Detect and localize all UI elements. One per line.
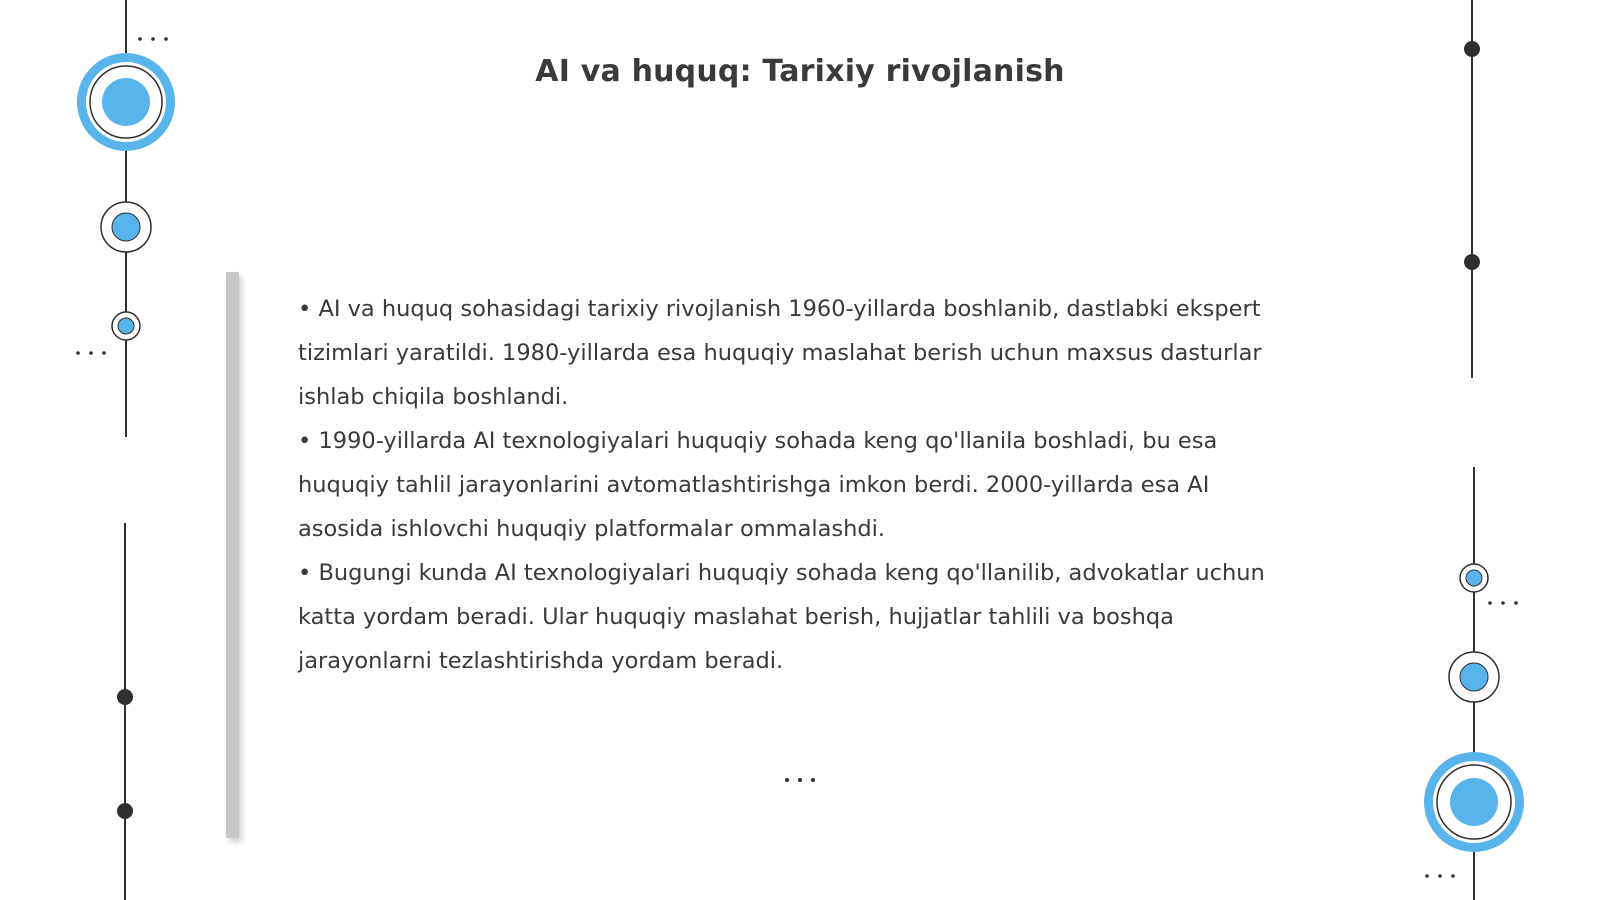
left-bottom-node-icon (117, 689, 133, 705)
left-top-ellipsis-icon (138, 37, 168, 41)
left-small-ring-icon (112, 312, 140, 340)
right-top-node-icon (1464, 254, 1480, 270)
right-large-ring-icon (1424, 752, 1524, 852)
bullet-list (298, 287, 1298, 683)
bullet-item: • 1990-yillarda AI texnologiyalari huquqiy sohada keng qo'llanila boshladi, bu esa huquqiy tahlil jarayonlarini avtomatlashtirishga imkon berdi. 2000-yillarda esa AI asosida ishlovchi huquqiy platformalar ommalashdi. (298, 419, 1298, 551)
slide-title: AI va huquq: Tarixiy rivojlanish (535, 54, 1065, 89)
right-top-node-icon (1464, 41, 1480, 57)
right-medium-ring-icon (1449, 652, 1499, 702)
right-bottom-ellipsis-icon (1425, 874, 1455, 878)
center-bottom-ellipsis-icon (785, 778, 815, 782)
bullet-item: • AI va huquq sohasidagi tarixiy rivojlanish 1960-yillarda boshlanib, dastlabki ekspert tizimlari yaratildi. 1980-yillarda esa huquqiy maslahat berish uchun maxsus dasturlar ishlab chiqila boshlandi. (298, 287, 1298, 419)
left-medium-ring-icon (101, 202, 151, 252)
bullet-item: • Bugungi kunda AI texnologiyalari huquqiy sohada keng qo'llanilib, advokatlar uchun katta yordam beradi. Ular huquqiy maslahat berish, hujjatlar tahlili va boshqa jarayonlarni tezlashtirishda yordam beradi. (298, 551, 1298, 683)
right-small-ring-icon (1460, 564, 1488, 592)
left-bottom-node-icon (117, 803, 133, 819)
accent-bar (226, 272, 239, 838)
left-large-ring-icon (77, 53, 175, 151)
left-mid-ellipsis-icon (76, 351, 106, 355)
right-mid-ellipsis-icon (1488, 601, 1518, 605)
